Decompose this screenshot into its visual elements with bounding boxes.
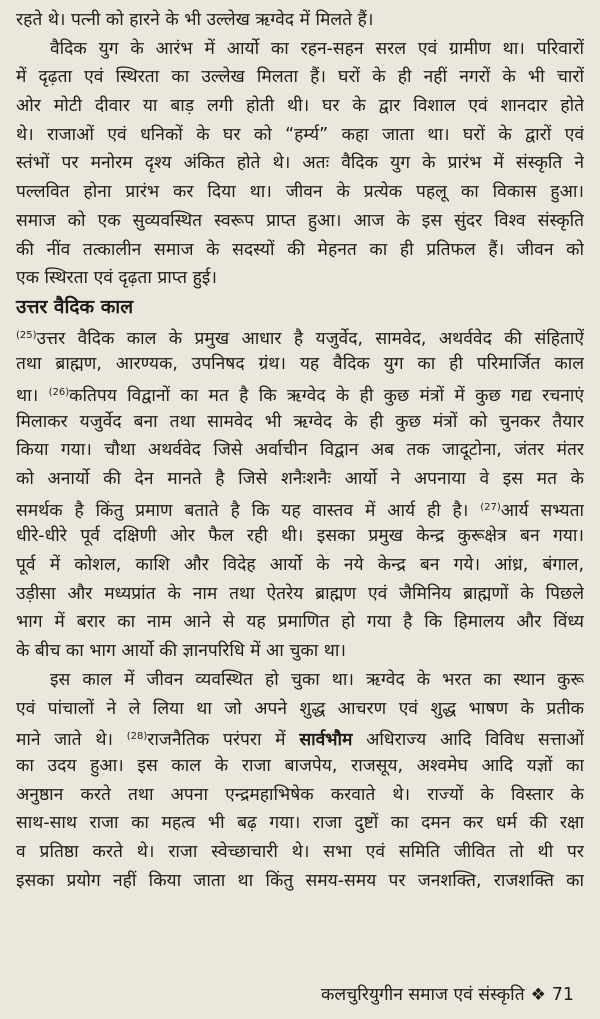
text-line: उड़ीसा और मध्यप्रांत के नाम तथा ऐतरेय ब्राह्मण एवं जैमिनिय ब्राह्मणों के पिछले [16, 583, 584, 604]
text-line: ओर मोटी दीवार या बाड़ लगी होती थी। घर के द्वार विशाल एवं शानदार होते [16, 96, 584, 117]
text-line: पल्लवित होना प्रारंभ कर दिया था। जीवन के प्रत्येक पहलू का विकास हुआ। [16, 182, 584, 203]
text-line: एक स्थिरता एवं दृढ़ता प्राप्त हुई। [16, 268, 217, 289]
footnote-marker: (26) [48, 386, 70, 398]
text-line: मिलाकर यजुर्वेद बना तथा सामवेद भी ऋग्वेद के ही कुछ मंत्रों को चुनकर तैयार [16, 411, 584, 432]
text-line: वैदिक युग के आरंभ में आर्यो का रहन-सहन सरल एवं ग्रामीण था। परिवारों [50, 38, 584, 59]
text-line: रहते थे। पत्नी को हारने के भी उल्लेख ऋग्वेद में मिलते हैं। [16, 10, 374, 30]
text-line: किया गया। चौथा अथर्ववेद जिसे अर्वाचीन विद्वान अब तक जादूटोना, जंतर मंतर [16, 440, 584, 461]
text-line: साथ-साथ राजा का महत्व भी बढ़ गया। राजा दुष्टों का दमन कर धर्म की रक्षा [16, 813, 584, 834]
text-line: एवं पांचालों ने ले लिया था जो अपने शुद्ध आचरण एवं शुद्ध भाषण के प्रतीक [16, 698, 584, 719]
text-line: थे। राजाओं एवं धनिकों के घर को “हर्म्य” कहा जाता था। घरों के द्वारों एवं [16, 124, 584, 145]
text-line: स्तंभों पर मनोरम दृश्य अंकित होते थे। अतः वैदिक युग के प्रारंभ में संस्कृति ने [16, 153, 584, 174]
ornament-icon: ❖ [530, 985, 546, 1005]
text-line: को अनार्यो की देन मानते है जिसे शनैःशनैः आर्यो ने अपनाया वे इस मत के [16, 469, 584, 489]
page-body [16, 6, 584, 895]
text-line: समर्थक है किंतु प्रमाण बताते है कि यह वास्तव में आर्य ही है। $^{(27)}$आर्य सभ्यता [16, 500, 584, 521]
footnote-marker: (25) [16, 329, 37, 341]
text-line: समाज को एक सुव्यवस्थित स्वरूप प्राप्त हुआ। आज के इस सुंदर विश्व संस्कृति [16, 210, 584, 231]
footnote-marker: (27) [480, 501, 501, 513]
text-line: में दृढ़ता एवं स्थिरता का उल्लेख मिलता हैं। घरों के ही नहीं नगरों के भी चारों [16, 67, 584, 88]
text-line: $^{(25)}$उत्तर वैदिक काल के प्रमुख आधार है यजुर्वेद, सामवेद, अथर्ववेद की संहिताऐं [16, 328, 584, 349]
text-line: की नींव तत्कालीन समाज के सदस्यों की मेहनत का ही प्रतिफल हैं। जीवन को [16, 239, 584, 260]
footnote-marker: (28) [126, 731, 148, 743]
text-line: इसका प्रयोग नहीं किया जाता था किंतु समय-समय पर जनशक्ति, राजशक्ति का [16, 870, 584, 891]
text-line: धीरे-धीरे पूर्व दक्षिणी ओर फैल रही थी। इसका प्रमुख केन्द्र कुरूक्षेत्र बन गया। [16, 526, 584, 547]
text-line: अनुष्ठान करते तथा अपना एन्द्रमहाभिषेक करवाते थे। राज्यों के विस्तार के [16, 784, 584, 805]
text-line: था। $^{(26)}$कतिपय विद्वानों का मत है कि ऋग्वेद के ही कुछ मंत्रों में कुछ गद्य रचनाएं [16, 385, 584, 406]
text-line: पूर्व में कोशल, काशि और विदेह आर्यो के नये केन्द्र बन गये। आंध्र, बंगाल, [16, 555, 584, 576]
text-line: भाग में बरार का नाम आने से यह प्रमाणित हो गया है कि हिमालय और विंध्य [16, 612, 584, 633]
text-line: माने जाते थे। $^{(28)}$राजनैतिक परंपरा में सार्वभौम अधिराज्य आदि विविध सत्ताओं [16, 730, 584, 751]
text-line: इस काल में जीवन व्यवस्थित हो चुका था। ऋग्वेद के भरत का स्थान कुरू [50, 669, 584, 690]
section-heading: उत्तर वैदिक काल [16, 295, 134, 318]
text-line: का उदय हुआ। इस काल के राजा बाजपेय, राजसूय, अश्वमेघ आदि यज्ञों का [16, 755, 584, 776]
bold-term: सार्वभौम [299, 730, 353, 751]
text-line: के बीच का भाग आर्यो की ज्ञानपरिधि में आ चुका था। [16, 641, 347, 662]
page-footer [321, 982, 574, 1006]
page-number: 71 [551, 985, 574, 1005]
text-line: व प्रतिष्ठा करते थे। राजा स्वेच्छाचारी थे। सभा एवं समिति जीवित तो थी पर [16, 841, 584, 862]
text-line: तथा ब्राह्मण, आरण्यक, उपनिषद ग्रंथ। यह वैदिक युग का ही परिमार्जित काल [16, 354, 584, 375]
book-title: कलचुरियुगीन समाज एवं संस्कृति [321, 985, 525, 1005]
